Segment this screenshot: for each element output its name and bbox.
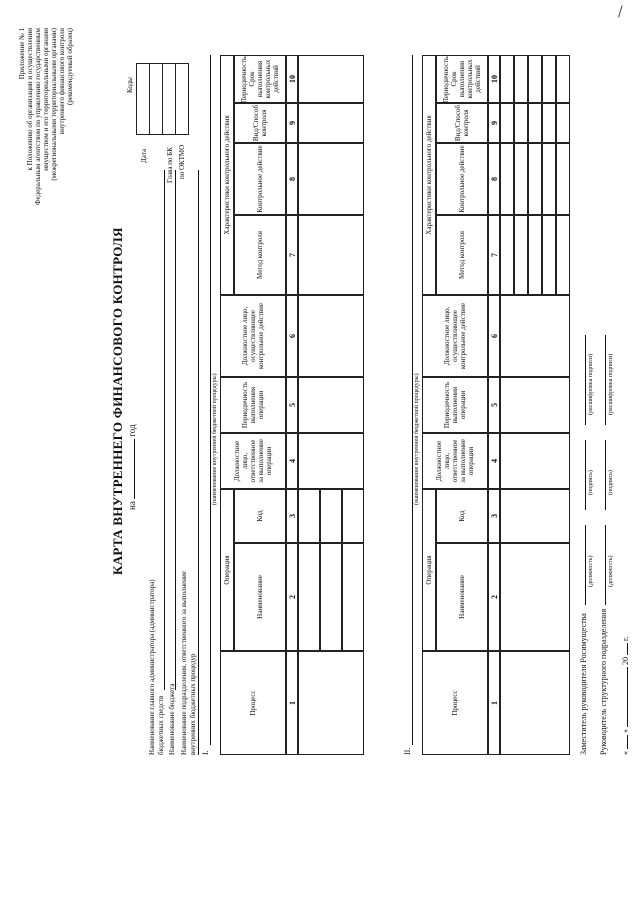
section-roman: II.: [403, 747, 412, 755]
table-cell[interactable]: [500, 543, 570, 651]
table-cell[interactable]: [556, 55, 570, 103]
col-operation: Операция: [220, 489, 234, 651]
date-suffix: г.: [621, 636, 630, 641]
signature-decoding-caption: (расшифровка подписи): [588, 353, 594, 415]
signature-position-caption: (должность): [608, 555, 614, 587]
table-cell[interactable]: [342, 489, 364, 543]
date-quote-open: «: [621, 751, 630, 755]
col-action: Контрольное действие: [436, 143, 488, 215]
codes-cell-oktmo[interactable]: [175, 63, 189, 135]
table-cell[interactable]: [320, 489, 342, 543]
signature-date: [622, 637, 630, 755]
col-method: Метод контроля: [234, 215, 286, 295]
appendix-line: Федеральным агентством по управлению государственным: [34, 28, 42, 205]
col-number: 1: [286, 651, 298, 755]
signature-position-caption: (должность): [588, 555, 594, 587]
info-line: Наименование бюджета: [168, 683, 176, 755]
title-subline: [128, 424, 136, 510]
table-cell[interactable]: [500, 489, 570, 543]
table-cell[interactable]: [298, 651, 364, 755]
table-cell[interactable]: [500, 215, 514, 295]
col-number: 9: [286, 103, 298, 143]
scan-mark: /: [618, 4, 623, 20]
col-number: 8: [286, 143, 298, 215]
table-cell[interactable]: [500, 377, 570, 433]
table-cell[interactable]: [500, 143, 514, 215]
col-number: 2: [286, 543, 298, 651]
procedure-caption: (наименование внутренней бюджетной процедуры): [212, 373, 218, 505]
col-code: Код: [234, 489, 286, 543]
table-cell[interactable]: [542, 103, 556, 143]
col-periodicity: Периодичность выполнения операции: [422, 377, 488, 433]
document-title: КАРТА ВНУТРЕННЕГО ФИНАНСОВОГО КОНТРОЛЯ: [110, 227, 125, 575]
col-number: 5: [488, 377, 500, 433]
table-cell[interactable]: [528, 55, 542, 103]
col-number: 7: [286, 215, 298, 295]
table-cell[interactable]: [514, 215, 528, 295]
info-line: Наименование главного администратора (администратора): [148, 579, 156, 755]
table-cell[interactable]: [542, 143, 556, 215]
col-number: 8: [488, 143, 500, 215]
codes-label-oktmo: по ОКТМО: [178, 144, 186, 179]
table-cell[interactable]: [514, 55, 528, 103]
col-controller: Должностное лицо, осуществляющее контрольное действие: [220, 295, 286, 377]
title-prefix: на: [127, 501, 137, 510]
section-roman: I.: [201, 750, 210, 755]
col-number: 4: [488, 433, 500, 489]
table-cell[interactable]: [298, 55, 364, 103]
appendix-note: [18, 28, 74, 205]
table-cell[interactable]: [542, 215, 556, 295]
codes-label-date: Дата: [140, 149, 148, 163]
table-cell[interactable]: [528, 103, 542, 143]
col-number: 4: [286, 433, 298, 489]
table-cell[interactable]: [298, 103, 364, 143]
col-number: 2: [488, 543, 500, 651]
table-cell[interactable]: [556, 143, 570, 215]
col-responsible: Должностное лицо, ответственное за выполнение операции: [422, 433, 488, 489]
table-cell[interactable]: [500, 55, 514, 103]
signature-sign-caption: (подпись): [608, 470, 614, 495]
title-suffix: год: [127, 424, 137, 437]
col-deadline: Периодичность/Срок выполнения контрольных действий: [436, 55, 488, 103]
col-type: Вид/Способ контроля: [436, 103, 488, 143]
col-number: 10: [286, 55, 298, 103]
signature-decoding-caption: (расшифровка подписи): [608, 353, 614, 415]
col-number: 6: [286, 295, 298, 377]
col-process: Процесс: [422, 651, 488, 755]
table-cell[interactable]: [298, 433, 364, 489]
table-cell[interactable]: [298, 295, 364, 377]
appendix-line: (межрегиональными территориальными органами): [50, 28, 58, 181]
col-number: 5: [286, 377, 298, 433]
table-cell[interactable]: [298, 543, 320, 651]
table-cell[interactable]: [298, 489, 320, 543]
appendix-line: к Положению об организации и осуществлении: [26, 28, 34, 171]
col-number: 10: [488, 55, 500, 103]
table-cell[interactable]: [298, 215, 364, 295]
col-number: 3: [286, 489, 298, 543]
col-number: 3: [488, 489, 500, 543]
col-code: Код: [436, 489, 488, 543]
table-cell[interactable]: [528, 143, 542, 215]
table-cell[interactable]: [298, 377, 364, 433]
col-number: 6: [488, 295, 500, 377]
table-cell[interactable]: [556, 215, 570, 295]
appendix-line: Приложение № 1: [18, 28, 26, 80]
col-name: Наименование: [436, 543, 488, 651]
signature-head-label: Руководитель структурного подразделения: [599, 608, 608, 755]
table-cell[interactable]: [514, 143, 528, 215]
table-cell[interactable]: [500, 295, 570, 377]
table-cell[interactable]: [342, 543, 364, 651]
col-number: 9: [488, 103, 500, 143]
table-cell[interactable]: [528, 215, 542, 295]
table-cell[interactable]: [556, 103, 570, 143]
date-year: 20: [621, 657, 630, 665]
col-type: Вид/Способ контроля: [234, 103, 286, 143]
col-deadline: Периодичность/Срок выполнения контрольных действий: [234, 55, 286, 103]
col-number: 1: [488, 651, 500, 755]
appendix-line: (рекомендуемый образец): [66, 28, 74, 105]
info-line: внутренних бюджетных процедур: [189, 653, 197, 755]
codes-label-chapter: Глава по БК: [166, 147, 174, 183]
col-name: Наименование: [234, 543, 286, 651]
table-cell[interactable]: [298, 143, 364, 215]
appendix-line: имуществом и его территориальными органами: [42, 28, 50, 171]
signature-sign-caption: (подпись): [588, 470, 594, 495]
table-cell[interactable]: [500, 103, 514, 143]
info-line: Наименование подразделения, ответственного за выполнение: [180, 571, 188, 755]
table-cell[interactable]: [320, 543, 342, 651]
table-cell[interactable]: [500, 433, 570, 489]
table-cell[interactable]: [500, 651, 570, 755]
col-number: 7: [488, 215, 500, 295]
table-cell[interactable]: [514, 103, 528, 143]
info-line: бюджетных средств: [157, 695, 165, 755]
table-cell[interactable]: [542, 55, 556, 103]
col-responsible: Должностное лицо, ответственное за выполнение операции: [220, 433, 286, 489]
col-method: Метод контроля: [436, 215, 488, 295]
col-process: Процесс: [220, 651, 286, 755]
signature-deputy-label: Заместитель руководителя Росимущества: [579, 613, 588, 755]
col-controller: Должностное лицо, осуществляющее контрольное действие: [422, 295, 488, 377]
col-periodicity: Периодичность выполнения операции: [220, 377, 286, 433]
codes-header: Коды: [126, 77, 134, 93]
codes-cell-date[interactable]: [136, 63, 150, 135]
date-quote-close: »: [621, 729, 630, 733]
col-action: Контрольное действие: [234, 143, 286, 215]
col-operation: Операция: [422, 489, 436, 651]
col-characteristics: Характеристики контрольного действия: [422, 55, 436, 295]
col-characteristics: Характеристики контрольного действия: [220, 55, 234, 295]
codes-cell[interactable]: [149, 63, 163, 135]
procedure-caption: (наименование внутренней бюджетной процедуры): [414, 373, 420, 505]
codes-cell-chapter[interactable]: [162, 63, 176, 135]
appendix-line: внутреннего финансового контроля: [58, 28, 66, 135]
